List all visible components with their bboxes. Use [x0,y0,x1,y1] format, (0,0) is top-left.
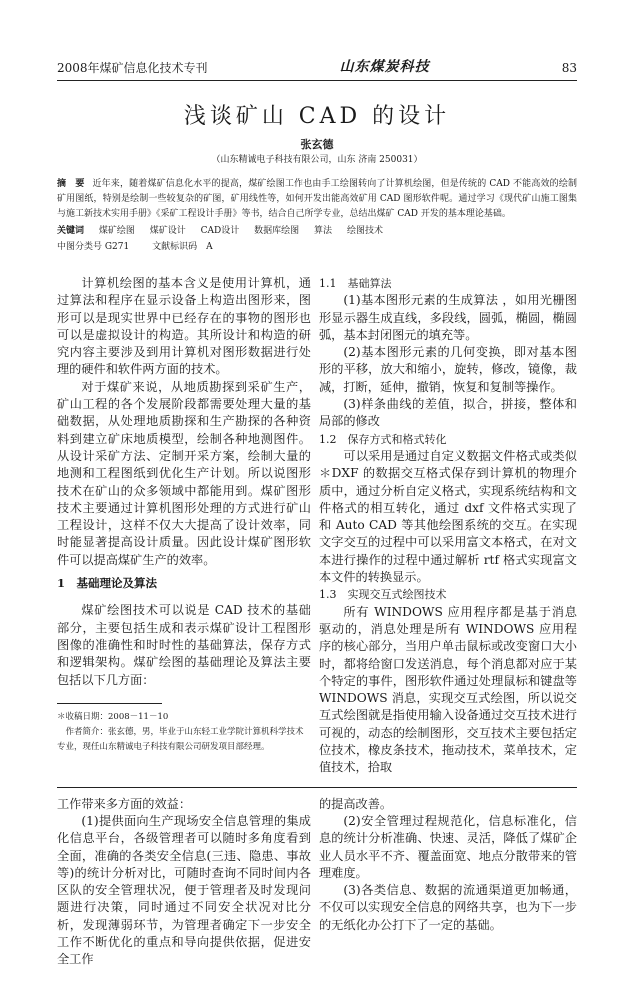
list-item: (2)基本图形元素的几何变换，即对基本图形的平移，放大和缩小，旋转，修改，镜像，裁减，打断，延伸，撤销，恢复和复制等操作。 [319,345,577,394]
page-number: 83 [561,61,577,75]
keyword: 煤矿绘图 [98,226,135,236]
section-1-3-paragraph: 所有 WINDOWS 应用程序都是基于消息驱动的，消息处理是所有 WINDOWS 应用程序的核心部分，当用户单击鼠标或改变窗口大小时，都将给窗口发送消息，每个消息都对应于某个特定的事件，图形软件通过处理鼠标和键盘等 WINDOWS 消息，实现交互式绘图，所以说交互式绘图就是指使用输入设备通过交互技术进行可视的，动态的绘制图形，交互技术主要包括定位技术，橡皮条技术，拖动技术，菜单技术，定值技术，拾取 [319,604,577,775]
section-divider [57,787,577,788]
abstract [57,177,577,222]
doc-code: 文献标识码 A [152,242,213,252]
abstract-text: 近年来，随着煤矿信息化水平的提高，煤矿绘图工作也由手工绘图转向了计算机绘图，但是传统的 CAD 不能高效的绘制矿用图纸，特别是绘制一些较复杂的矿图，矿用线性等，如何开发出能高效矿用 CAD 图形软件呢。通过学习《现代矿山施工图集与施工新技术实用手册》《采矿工程设计手册》等书，结合自己所学专业，总结出煤矿 CAD 开发的基本理论基础。 [57,179,577,219]
bottom-right-column [319,796,577,934]
author-affiliation: （山东精诚电子科技有限公司，山东 济南 250031） [211,155,423,165]
footnote-rule [57,703,162,704]
keyword: 数据库绘图 [254,226,300,236]
intro-paragraph: 计算机绘图的基本含义是使用计算机，通过算法和程序在显示设备上构造出图形来，图形可以是现实世界中已经存在的事物的图形也可以是虚拟设计的构造。其所设计和构造的研究内容主要涉及到用计算机对图形数据进行处理的硬件和软件两方面的技术。 [57,276,311,377]
keywords [57,224,577,239]
list-item: (1)提供面向生产现场安全信息管理的集成化信息平台，各级管理者可以随时多角度看到全面，准确的各类安全信息(三违、隐患、事故等)的统计分析对比，可随时查询不同时间内各区队的安全管理状况，便于管理者及时发现问题进行决策，同时通过不同安全状况对比分析，发现薄弱环节，为管理者确定下一步安全工作不断优化的重点和导向提供依据，促进安全工作 [57,813,311,967]
keyword: 算法 [314,226,333,236]
list-item: (1)基本图形元素的生成算法 ，如用光栅图形显示器生成直线，多段线，圆弧，椭圆，椭圆弧，基本封闭图元的填充等。 [319,293,577,342]
bottom-columns [57,796,577,969]
abstract-label: 摘 要 [57,179,85,189]
journal-logo: 山东煤炭科技 [339,59,430,75]
bottom-left-column [57,796,311,969]
article-title: 浅谈矿山 CAD 的设计 [183,104,451,129]
author-name: 张玄德 [300,138,334,151]
keywords-label: 关键词 [57,226,85,236]
journal-issue: 2008年煤矿信息化技术专刊 [57,61,208,75]
author-bio: 作者简介：张玄德，男，毕业于山东轻工业学院计算机科学技术专业，现任山东精诚电子科技有限公司研发项目部经理。 [57,726,304,752]
list-item: (3)各类信息、数据的流通渠道更加畅通，不仅可以实现安全信息的网络共享，也为下一步的无纸化办公打下了一定的基础。 [319,883,577,932]
list-item: (2)安全管理过程规范化，信息标准化，信息的统计分析准确、快速、灵活，降低了煤矿企业人员水平不齐、覆盖面宽、地点分散带来的管理难度。 [319,813,577,880]
footnote [57,710,311,755]
running-header [57,58,577,81]
continuation-text: 工作带来多方面的效益： [57,796,192,811]
class-number: 中图分类号 G271 [57,242,130,252]
section-1-heading: 1 基础理论及算法 [57,576,158,591]
right-column [319,275,577,777]
keyword: 绘图技术 [346,226,383,236]
intro-paragraph: 对于煤矿来说，从地质勘探到采矿生产，矿山工程的各个发展阶段都需要处理大量的基础数据，从处理地质勘探和生产勘探的各种资料到建立矿床地质模型，绘制各种地测图件。从设计采矿方法、定制开采方案，绘制大量的地测和工程图纸到优化生产计划。所以说图形技术在矿山的众多领域中都能用到。煤矿图形技术主要通过计算机图形处理的方式进行矿山工程设计，这样不仅大大提高了设计效率，同时能显著提高设计质量。因此设计煤矿图形软件可以提高煤矿生产的效率。 [57,379,311,567]
continuation-text: 的提高改善。 [319,796,393,811]
section-1-2-paragraph: 可以采用是通过自定义数据文件格式或类似＊DXF 的数据交互格式保存到计算机的物理介质中，通过分析自定义格式，实现系统结构和文件格式的相互转化，通过 dxf 文件格式实现了和 Auto CAD 等其他绘图系统的交互。在实现文字交互的过程中可以采用富文本格式，在对文本进行操作的过程中通过解析 rtf 格式实现富文本文件的转换显示。 [319,448,577,585]
keyword: CAD设计 [200,226,240,236]
keyword: 煤矿设计 [149,226,186,236]
section-1-2-heading: 1.2 保存方式和格式转化 [319,432,447,446]
classification [57,240,577,255]
left-column [57,275,311,755]
section-1-3-heading: 1.3 实现交互式绘图技术 [319,588,447,602]
section-1-paragraph: 煤矿绘图技术可以说是 CAD 技术的基础部分，主要包括生成和表示煤矿设计工程图形图像的准确性和时时性的基础算法，保存方式和逻辑架构。煤矿绘图的基础理论及算法主要包括以下几方面： [57,603,311,687]
received-date: ＊收稿日期：2008－11－10 [57,711,169,722]
list-item: (3)样条曲线的差值，拟合，拼接，整体和局部的修改 [319,397,577,429]
main-columns [57,275,577,777]
section-1-1-heading: 1.1 基础算法 [319,277,392,290]
